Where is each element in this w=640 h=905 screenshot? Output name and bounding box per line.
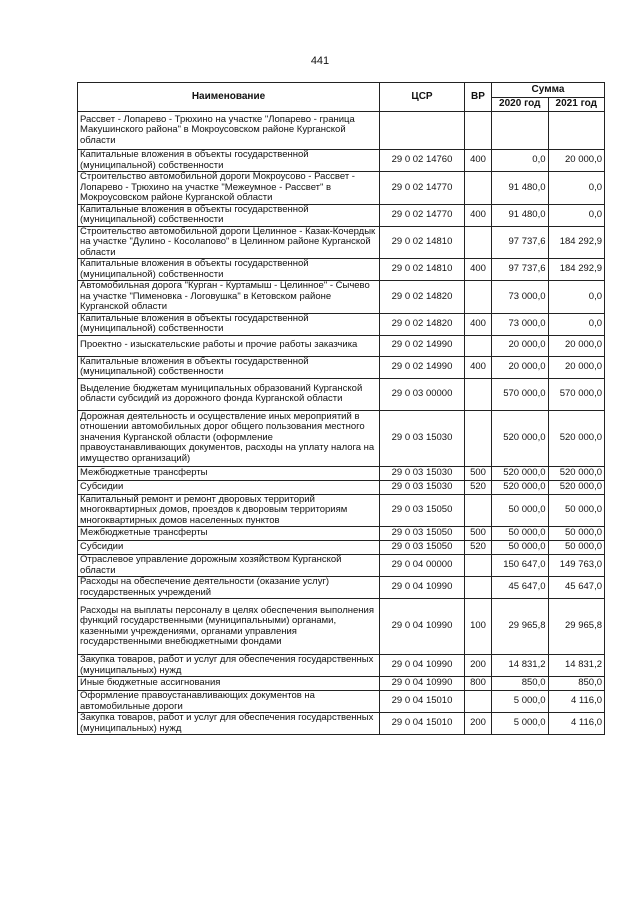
row-name: Рассвет - Лопарево - Трюхино на участке "Лопарево - граница Макушинского района" в Мокроусовском районе Курганской области — [78, 112, 380, 150]
row-name: Капитальные вложения в объекты государственной (муниципальной) собственности — [78, 313, 380, 335]
header-year-2020: 2020 год — [492, 98, 549, 112]
row-name: Субсидии — [78, 541, 380, 555]
row-csr: 29 0 03 15050 — [380, 527, 465, 541]
row-amount-2020 — [492, 112, 549, 150]
row-amount-2021: 149 763,0 — [548, 555, 605, 577]
row-vr: 500 — [465, 527, 492, 541]
row-amount-2020: 5 000,0 — [492, 713, 549, 735]
row-name: Межбюджетные трансферты — [78, 527, 380, 541]
row-vr: 100 — [465, 599, 492, 655]
row-amount-2021: 20 000,0 — [548, 150, 605, 172]
row-name: Отраслевое управление дорожным хозяйством Курганской области — [78, 555, 380, 577]
row-amount-2020: 29 965,8 — [492, 599, 549, 655]
row-vr — [465, 378, 492, 410]
table-row — [78, 204, 605, 226]
row-amount-2021: 520 000,0 — [548, 480, 605, 494]
table-row — [78, 112, 605, 150]
row-amount-2020: 520 000,0 — [492, 410, 549, 466]
table-row — [78, 281, 605, 314]
row-amount-2021 — [548, 112, 605, 150]
row-csr: 29 0 02 14820 — [380, 313, 465, 335]
row-vr — [465, 112, 492, 150]
row-name: Капитальные вложения в объекты государственной (муниципальной) собственности — [78, 259, 380, 281]
row-amount-2020: 20 000,0 — [492, 356, 549, 378]
row-vr — [465, 691, 492, 713]
table-row — [78, 480, 605, 494]
row-amount-2021: 20 000,0 — [548, 356, 605, 378]
row-amount-2020: 45 647,0 — [492, 577, 549, 599]
row-csr: 29 0 02 14820 — [380, 281, 465, 314]
row-vr — [465, 172, 492, 205]
row-amount-2021: 50 000,0 — [548, 494, 605, 527]
row-amount-2021: 14 831,2 — [548, 655, 605, 677]
row-amount-2021: 0,0 — [548, 281, 605, 314]
table-row — [78, 599, 605, 655]
header-csr: ЦСР — [380, 83, 465, 112]
table-row — [78, 335, 605, 356]
table-row — [78, 555, 605, 577]
row-csr: 29 0 04 10990 — [380, 655, 465, 677]
row-vr: 400 — [465, 150, 492, 172]
row-amount-2020: 14 831,2 — [492, 655, 549, 677]
row-name: Закупка товаров, работ и услуг для обеспечения государственных (муниципальных) нужд — [78, 713, 380, 735]
page-number: 441 — [310, 55, 330, 67]
row-csr: 29 0 04 10990 — [380, 577, 465, 599]
row-csr: 29 0 03 15030 — [380, 410, 465, 466]
row-vr: 400 — [465, 356, 492, 378]
table-row — [78, 259, 605, 281]
table-row — [78, 494, 605, 527]
row-amount-2021: 520 000,0 — [548, 466, 605, 480]
table-row — [78, 527, 605, 541]
row-vr: 200 — [465, 713, 492, 735]
header-sum: Сумма — [492, 83, 605, 98]
row-name: Строительство автомобильной дороги Целинное - Казак-Кочердык на участке "Дулино - Косолапово" в Целинном районе Курганской области — [78, 226, 380, 259]
row-amount-2021: 50 000,0 — [548, 527, 605, 541]
table-row — [78, 172, 605, 205]
row-vr: 400 — [465, 204, 492, 226]
row-csr: 29 0 03 15030 — [380, 466, 465, 480]
table-row — [78, 313, 605, 335]
table-body — [78, 112, 605, 735]
row-amount-2021: 0,0 — [548, 313, 605, 335]
row-vr — [465, 410, 492, 466]
row-vr: 520 — [465, 541, 492, 555]
row-name: Капитальные вложения в объекты государственной (муниципальной) собственности — [78, 150, 380, 172]
row-name: Закупка товаров, работ и услуг для обеспечения государственных (муниципальных) нужд — [78, 655, 380, 677]
row-csr: 29 0 03 15050 — [380, 494, 465, 527]
row-vr: 500 — [465, 466, 492, 480]
row-amount-2021: 184 292,9 — [548, 259, 605, 281]
row-vr: 520 — [465, 480, 492, 494]
row-csr: 29 0 02 14770 — [380, 204, 465, 226]
table-row — [78, 356, 605, 378]
row-amount-2020: 520 000,0 — [492, 480, 549, 494]
row-vr: 400 — [465, 313, 492, 335]
row-csr: 29 0 02 14810 — [380, 226, 465, 259]
row-csr: 29 0 02 14990 — [380, 356, 465, 378]
header-year-2021: 2021 год — [548, 98, 605, 112]
row-amount-2020: 97 737,6 — [492, 226, 549, 259]
row-amount-2021: 4 116,0 — [548, 713, 605, 735]
header-name: Наименование — [78, 83, 380, 112]
row-vr: 200 — [465, 655, 492, 677]
row-csr: 29 0 03 00000 — [380, 378, 465, 410]
row-csr: 29 0 04 10990 — [380, 599, 465, 655]
row-amount-2020: 570 000,0 — [492, 378, 549, 410]
row-vr — [465, 555, 492, 577]
row-amount-2021: 4 116,0 — [548, 691, 605, 713]
row-name: Субсидии — [78, 480, 380, 494]
row-amount-2020: 91 480,0 — [492, 204, 549, 226]
row-amount-2020: 850,0 — [492, 677, 549, 691]
row-vr: 800 — [465, 677, 492, 691]
row-amount-2021: 45 647,0 — [548, 577, 605, 599]
table-row — [78, 226, 605, 259]
table-row — [78, 655, 605, 677]
row-csr: 29 0 02 14990 — [380, 335, 465, 356]
row-name: Капитальный ремонт и ремонт дворовых территорий многоквартирных домов, проездов к дворовым территориям многоквартирных домов населенных пунктов — [78, 494, 380, 527]
row-amount-2020: 91 480,0 — [492, 172, 549, 205]
row-vr — [465, 281, 492, 314]
row-amount-2021: 20 000,0 — [548, 335, 605, 356]
row-vr — [465, 494, 492, 527]
table-row — [78, 466, 605, 480]
table-row — [78, 577, 605, 599]
row-amount-2020: 520 000,0 — [492, 466, 549, 480]
row-name: Капитальные вложения в объекты государственной (муниципальной) собственности — [78, 356, 380, 378]
row-name: Расходы на выплаты персоналу в целях обеспечения выполнения функций государственными (муниципальными) органами, казенными учреждениями, органами управления государственными внебюджетными фондами — [78, 599, 380, 655]
row-vr — [465, 577, 492, 599]
row-name: Иные бюджетные ассигнования — [78, 677, 380, 691]
row-csr: 29 0 02 14810 — [380, 259, 465, 281]
row-csr: 29 0 02 14760 — [380, 150, 465, 172]
table-row — [78, 378, 605, 410]
header-vr: ВР — [465, 83, 492, 112]
row-amount-2021: 29 965,8 — [548, 599, 605, 655]
row-amount-2020: 73 000,0 — [492, 281, 549, 314]
table-row — [78, 713, 605, 735]
table-row — [78, 541, 605, 555]
row-csr — [380, 112, 465, 150]
row-vr: 400 — [465, 259, 492, 281]
row-amount-2021: 850,0 — [548, 677, 605, 691]
table-row — [78, 677, 605, 691]
row-name: Расходы на обеспечение деятельности (оказание услуг) государственных учреждений — [78, 577, 380, 599]
row-amount-2021: 50 000,0 — [548, 541, 605, 555]
row-amount-2020: 50 000,0 — [492, 494, 549, 527]
row-csr: 29 0 04 15010 — [380, 713, 465, 735]
row-amount-2020: 50 000,0 — [492, 541, 549, 555]
row-csr: 29 0 04 15010 — [380, 691, 465, 713]
row-amount-2020: 5 000,0 — [492, 691, 549, 713]
row-amount-2021: 184 292,9 — [548, 226, 605, 259]
row-amount-2021: 520 000,0 — [548, 410, 605, 466]
row-amount-2020: 0,0 — [492, 150, 549, 172]
row-name: Межбюджетные трансферты — [78, 466, 380, 480]
row-name: Автомобильная дорога "Курган - Куртамыш - Целинное" - Сычево на участке "Пименовка - Логовушка" в Кетовском районе Курганской области — [78, 281, 380, 314]
table-row — [78, 410, 605, 466]
row-csr: 29 0 03 15050 — [380, 541, 465, 555]
row-amount-2020: 20 000,0 — [492, 335, 549, 356]
row-name: Дорожная деятельность и осуществление иных мероприятий в отношении автомобильных дорог общего пользования местного значения Курганской области (оформление правоустанавливающих документов, расходы на уплату налога на имущество организаций) — [78, 410, 380, 466]
table-row — [78, 150, 605, 172]
row-name: Оформление правоустанавливающих документов на автомобильные дороги — [78, 691, 380, 713]
row-vr — [465, 335, 492, 356]
row-csr: 29 0 04 10990 — [380, 677, 465, 691]
row-csr: 29 0 03 15030 — [380, 480, 465, 494]
row-amount-2020: 50 000,0 — [492, 527, 549, 541]
row-name: Выделение бюджетам муниципальных образований Курганской области субсидий из дорожного фонда Курганской области — [78, 378, 380, 410]
row-amount-2020: 73 000,0 — [492, 313, 549, 335]
row-name: Проектно - изыскательские работы и прочие работы заказчика — [78, 335, 380, 356]
row-amount-2020: 97 737,6 — [492, 259, 549, 281]
budget-table — [77, 82, 605, 735]
row-amount-2020: 150 647,0 — [492, 555, 549, 577]
row-vr — [465, 226, 492, 259]
row-name: Капитальные вложения в объекты государственной (муниципальной) собственности — [78, 204, 380, 226]
row-name: Строительство автомобильной дороги Мокроусово - Рассвет - Лопарево - Трюхино на участке "Межеумное - Рассвет" в Мокроусовском районе Курганской области — [78, 172, 380, 205]
row-csr: 29 0 02 14770 — [380, 172, 465, 205]
row-amount-2021: 0,0 — [548, 204, 605, 226]
table-row — [78, 691, 605, 713]
row-csr: 29 0 04 00000 — [380, 555, 465, 577]
row-amount-2021: 0,0 — [548, 172, 605, 205]
row-amount-2021: 570 000,0 — [548, 378, 605, 410]
